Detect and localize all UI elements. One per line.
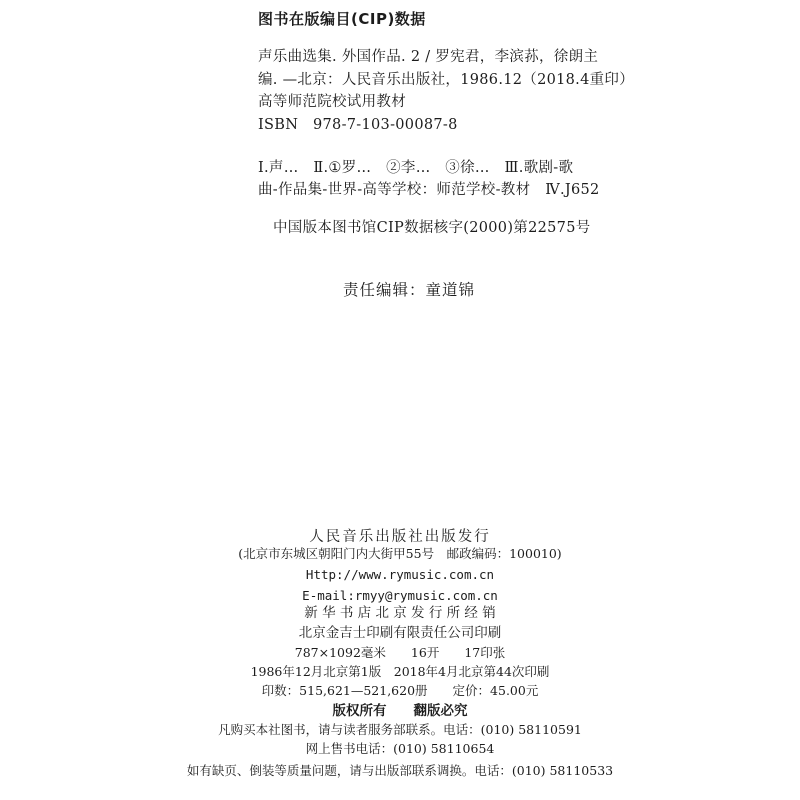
publisher-website: Http://www.rymusic.com.cn (305, 567, 495, 582)
online-sales-phone: 网上售书电话：(010) 58110654 (305, 741, 495, 756)
cip-record-line-3: 高等师范院校试用教材 (258, 94, 406, 110)
distributor: 新 华 书 店 北 京 发 行 所 经 销 (304, 605, 496, 621)
cip-classification-line-1: Ⅰ.声… Ⅱ.①罗… ②李… ③徐… Ⅲ.歌剧-歌 (258, 160, 574, 176)
edition-info: 1986年12月北京第1版 2018年4月北京第44次印刷 (250, 664, 550, 679)
cip-record-line-1: 声乐曲选集. 外国作品. 2 / 罗宪君，李滨荪，徐朗主 (258, 49, 599, 65)
quality-issues-phone: 如有缺页、倒装等质量问题，请与出版部联系调换。电话：(010) 58110533 (186, 763, 614, 778)
rights-notice: 版权所有 翻版必究 (332, 703, 468, 719)
cip-heading: 图书在版编目(CIP)数据 (258, 10, 426, 28)
cip-classification-line-2: 曲-作品集-世界-高等学校：师范学校-教材 Ⅳ.J652 (258, 182, 600, 198)
publisher-name: 人民音乐出版社出版发行 (309, 529, 491, 545)
cip-record-line-2: 编. —北京：人民音乐出版社，1986.12（2018.4重印） (258, 72, 635, 88)
cip-isbn: ISBN 978-7-103-00087-8 (258, 117, 458, 133)
cip-approval-number: 中国版本图书馆CIP数据核字(2000)第22575号 (273, 220, 591, 236)
print-run-and-price: 印数：515,621—521,620册 定价：45.00元 (261, 683, 539, 698)
book-format: 787×1092毫米 16开 17印张 (294, 645, 506, 660)
publisher-address: (北京市东城区朝阳门内大街甲55号 邮政编码：100010) (238, 546, 562, 561)
responsible-editor: 责任编辑：童道锦 (343, 281, 476, 299)
publisher-email: E-mail:rmyy@rymusic.com.cn (302, 588, 498, 603)
reader-service-phone: 凡购买本社图书，请与读者服务部联系。电话：(010) 58110591 (218, 722, 582, 737)
printer: 北京金吉士印刷有限责任公司印刷 (298, 625, 502, 641)
